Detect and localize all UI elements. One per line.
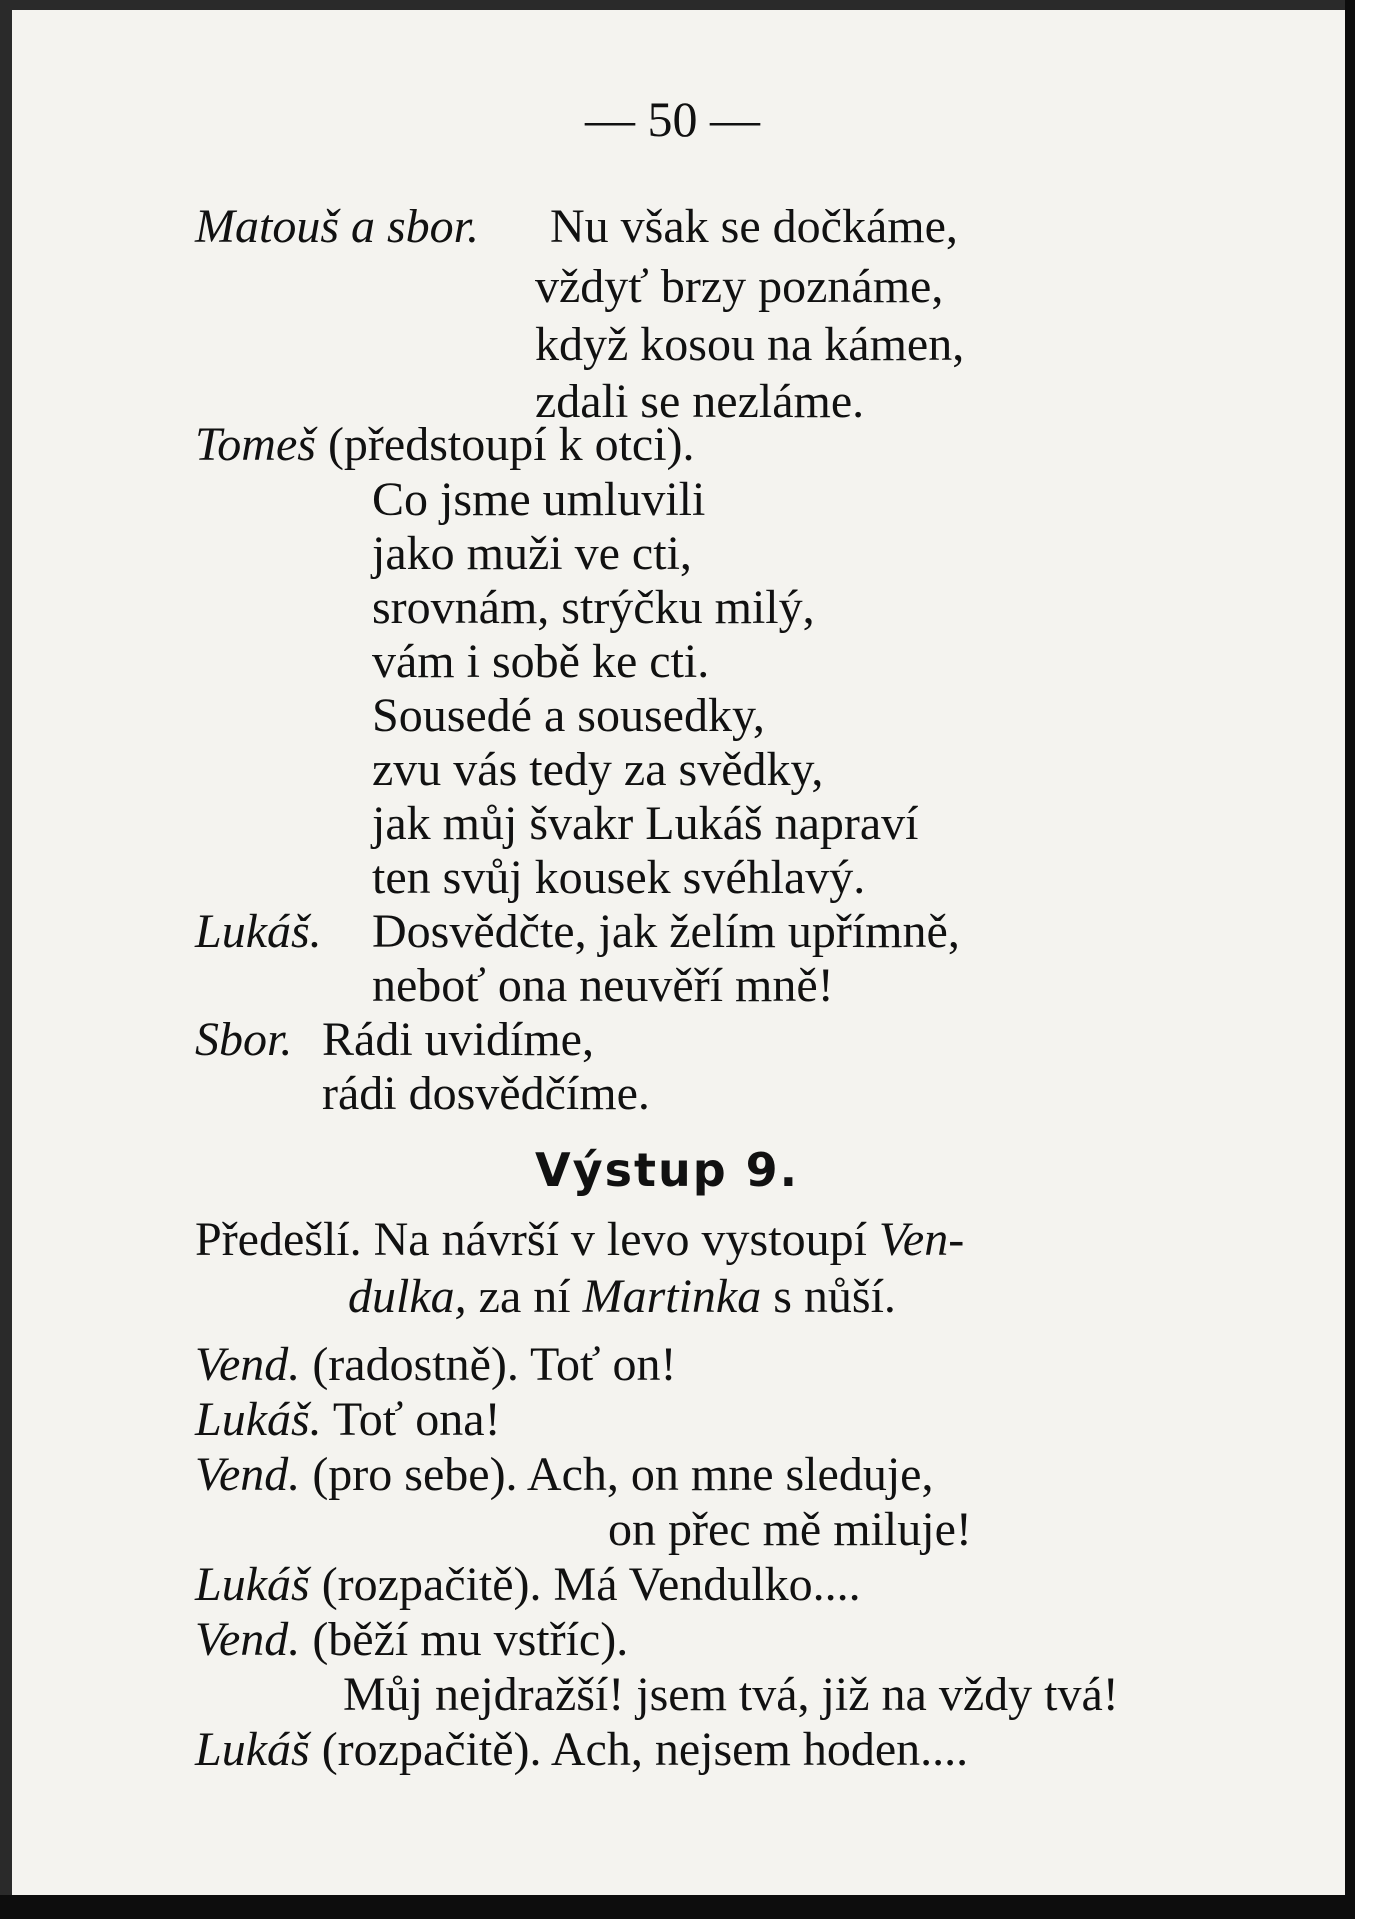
dialogue-line (195, 1448, 933, 1502)
page-number: — 50 — (585, 91, 760, 147)
dialogue-text: (rozpačitě). Má Vendulko.... (321, 1558, 861, 1611)
verse-line: Sousedé a sousedky, (372, 689, 765, 742)
dialogue-line (195, 1613, 628, 1667)
stage-direction (195, 1213, 964, 1267)
dialogue-text: Toť ona! (332, 1393, 501, 1446)
verse-line: Nu však se dočkáme, (550, 200, 958, 253)
verse-line: srovnám, strýčku milý, (372, 581, 815, 634)
verse-line: zdali se nezláme. (535, 375, 865, 428)
verse-line: rádi dosvědčíme. (322, 1067, 650, 1120)
dialogue-text: (radostně). Toť on! (312, 1338, 677, 1391)
dialogue-text: (pro sebe). Ach, on mne sleduje, (312, 1448, 934, 1501)
speaker-label: Lukáš (195, 1723, 310, 1776)
character-name: dulka, (348, 1270, 467, 1323)
dialogue-line (195, 1723, 968, 1777)
dialogue-line (343, 1668, 1119, 1722)
stage-direction-inline: (předstoupí k otci). (327, 418, 695, 471)
character-name: Ven- (878, 1213, 965, 1266)
dialogue-text: (běží mu vstříc). (312, 1613, 629, 1666)
speech-heading (195, 418, 695, 472)
speaker-label: Tomeš (195, 418, 316, 471)
scan-bottom-edge (0, 1895, 1345, 1919)
scan-margin (1345, 0, 1380, 1919)
verse-line: Rádi uvidíme, (322, 1013, 594, 1066)
speaker-label: Lukáš (195, 1558, 310, 1611)
dialogue-line (608, 1503, 972, 1557)
dialogue-text: (rozpačitě). Ach, nejsem hoden.... (321, 1723, 969, 1776)
speaker-label: Sbor. (195, 1013, 293, 1066)
character-name: Martinka (582, 1270, 762, 1323)
dialogue-text: on přec mě miluje! (608, 1503, 972, 1556)
verse-line: zvu vás tedy za svědky, (372, 743, 824, 796)
verse-line: jak můj švakr Lukáš napraví (372, 797, 919, 850)
dialogue-line (195, 1558, 861, 1612)
scene-heading: Výstup 9. (535, 1143, 800, 1197)
speaker-label: Vend. (195, 1448, 301, 1501)
verse-line: vám i sobě ke cti. (372, 635, 710, 688)
stage-direction-cont (348, 1270, 896, 1324)
stage-direction-text: Předešlí. Na návrší v levo vystoupí (195, 1213, 879, 1266)
verse-line: vždyť brzy poznáme, (535, 260, 944, 313)
verse-line: když kosou na kámen, (535, 318, 965, 371)
verse-line: ten svůj kousek svéhlavý. (372, 851, 866, 904)
verse-line: Co jsme umluvili (372, 473, 706, 526)
verse-line: jako muži ve cti, (372, 527, 692, 580)
speaker-label: Lukáš. (195, 1393, 322, 1446)
verse-line: Dosvědčte, jak želím upřímně, (372, 905, 960, 958)
speaker-label: Lukáš. (195, 905, 322, 958)
verse-line: neboť ona neuvěří mně! (372, 959, 834, 1012)
dialogue-line (195, 1393, 501, 1447)
dialogue-text: Můj nejdražší! jsem tvá, již na vždy tvá! (343, 1668, 1119, 1721)
dialogue-line (195, 1338, 676, 1392)
stage-direction-text: s nůší. (761, 1270, 896, 1323)
speaker-label: Vend. (195, 1338, 301, 1391)
stage-direction-text: za ní (466, 1270, 583, 1323)
speaker-label: Vend. (195, 1613, 301, 1666)
speaker-label: Matouš a sbor. (195, 200, 480, 253)
